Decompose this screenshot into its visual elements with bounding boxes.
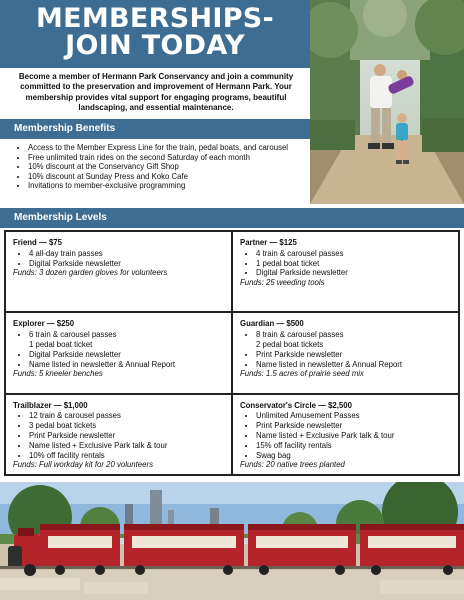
tier-funds: Funds: 5 kneeler benches xyxy=(13,369,103,379)
title-line-1: MEMBERSHIPS- xyxy=(35,3,275,34)
tier-perks xyxy=(240,411,451,460)
tier-perk: • Digital Parkside newsletter xyxy=(29,350,224,360)
tier-perk: • 3 pedal boat tickets xyxy=(29,421,224,431)
tier-perk xyxy=(29,330,224,350)
tier-perk: • 1 pedal boat ticket xyxy=(256,259,451,269)
tier-perk-text: 1 pedal boat ticket xyxy=(29,339,93,349)
tier-perk: • Name listed in newsletter & Annual Report xyxy=(29,360,224,370)
page-title xyxy=(0,5,310,59)
tier-funds: Funds: 1.5 acres of prairie seed mix xyxy=(240,369,364,379)
benefit-item: • Invitations to member-exclusive programming xyxy=(28,181,318,191)
tier-perk: • Name listed + Exclusive Park talk & tour xyxy=(256,431,451,441)
tier-perk-text: 2 pedal boat tickets xyxy=(256,339,324,349)
levels-heading: Membership Levels xyxy=(0,208,464,228)
tier-perk: • Print Parkside newsletter xyxy=(29,431,224,441)
benefit-item: • 10% discount at Sunday Press and Koko Cafe xyxy=(28,172,318,182)
title-line-2: JOIN TODAY xyxy=(65,30,245,61)
tier-perk: • Swag bag xyxy=(256,451,451,461)
benefit-item: • 10% discount at the Conservancy Gift Shop xyxy=(28,162,318,172)
tier-title: Explorer — $250 xyxy=(13,319,75,329)
tier-perk xyxy=(256,330,451,350)
tier-perk: • Print Parkside newsletter xyxy=(256,350,451,360)
tier-perk: • Unlimited Amusement Passes xyxy=(256,411,451,421)
tier-guardian xyxy=(232,312,459,393)
tier-perks xyxy=(240,249,451,278)
intro-paragraph: Become a member of Hermann Park Conservancy and join a community committed to the preservation and improvement of Hermann Park. Your membership provides vital support for engaging programs, beautiful landscaping, and essential maintenance. xyxy=(18,72,294,112)
tier-perk: • Digital Parkside newsletter xyxy=(29,259,224,269)
tier-trailblazer xyxy=(5,394,232,475)
tier-perk: • Print Parkside newsletter xyxy=(256,421,451,431)
tier-perk: • 12 train & carousel passes xyxy=(29,411,224,421)
family-walking-park-path-photo xyxy=(310,0,464,204)
tier-title: Conservator's Circle — $2,500 xyxy=(240,400,352,410)
tier-perk-text: 6 train & carousel passes xyxy=(29,330,117,340)
membership-levels-grid xyxy=(4,230,460,476)
tier-perks xyxy=(240,330,451,369)
benefits-list xyxy=(14,143,318,191)
tier-perk: • Digital Parkside newsletter xyxy=(256,268,451,278)
red-park-train-photo xyxy=(0,482,464,600)
tier-funds: Funds: 20 native trees planted xyxy=(240,460,345,470)
benefits-heading: Membership Benefits xyxy=(0,119,310,139)
tier-funds: Funds: Full workday kit for 20 volunteers xyxy=(13,460,153,470)
tier-perks xyxy=(13,411,224,460)
tier-explorer xyxy=(5,312,232,393)
tier-perks xyxy=(13,330,224,369)
tier-perk: • Name listed + Exclusive Park talk & tour xyxy=(29,441,224,451)
tier-partner xyxy=(232,231,459,312)
tier-friend xyxy=(5,231,232,312)
tier-title: Guardian — $500 xyxy=(240,319,304,329)
benefit-item: • Free unlimited train rides on the second Saturday of each month xyxy=(28,153,318,163)
tier-perk: • 10% off facility rentals xyxy=(29,451,224,461)
benefit-item: • Access to the Member Express Line for the train, pedal boats, and carousel xyxy=(28,143,318,153)
tier-perk: • 15% off facility rentals xyxy=(256,441,451,451)
tier-perk-text: 8 train & carousel passes xyxy=(256,330,344,340)
tier-perk: • Name listed in newsletter & Annual Report xyxy=(256,360,451,370)
tier-funds: Funds: 3 dozen garden gloves for volunteers xyxy=(13,268,168,278)
tier-title: Friend — $75 xyxy=(13,238,62,247)
tier-perk: • 4 train & carousel passes xyxy=(256,249,451,259)
tier-title: Trailblazer — $1,000 xyxy=(13,400,88,410)
tier-title: Partner — $125 xyxy=(240,238,297,247)
tier-perk: • 4 all-day train passes xyxy=(29,249,224,259)
tier-conservators-circle xyxy=(232,394,459,475)
title-banner xyxy=(0,0,310,68)
tier-funds: Funds: 25 weeding tools xyxy=(240,278,325,288)
tier-perks xyxy=(13,249,224,269)
